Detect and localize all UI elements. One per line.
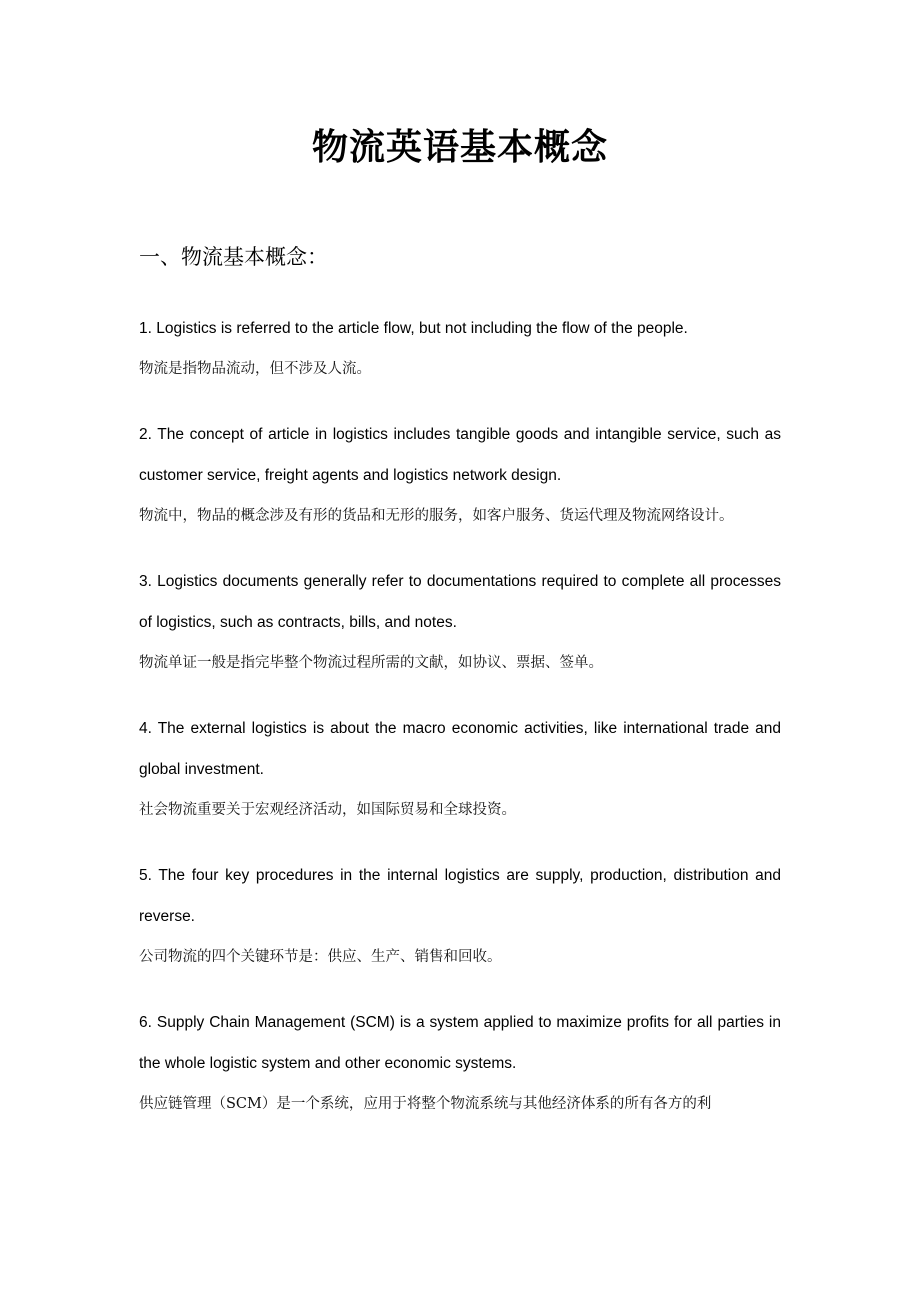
- page-title: 物流英语基本概念: [311, 127, 608, 168]
- list-item: [139, 414, 781, 537]
- list-item: [139, 855, 781, 978]
- chinese-translation: 社会物流重要关于宏观经济活动，如国际贸易和全球投资。: [139, 802, 516, 818]
- chinese-translation: 公司物流的四个关键环节是：供应、生产、销售和回收。: [139, 949, 502, 965]
- chinese-translation: 供应链管理（SCM）是一个系统，应用于将整个物流系统与其他经济体系的所有各方的利: [139, 1096, 712, 1112]
- english-text: 3. Logistics documents generally refer to documentations required to complete all processes of logistics, such as contracts, bills, and notes.: [139, 573, 781, 631]
- list-item: [139, 561, 781, 684]
- english-text: 5. The four key procedures in the internal logistics are supply, production, distribution and reverse.: [139, 867, 781, 925]
- concept-list: [139, 308, 781, 1149]
- english-text: 1. Logistics is referred to the article flow, but not including the flow of the people.: [139, 320, 688, 337]
- chinese-translation: 物流中，物品的概念涉及有形的货品和无形的服务，如客户服务、货运代理及物流网络设计。: [139, 508, 734, 524]
- list-item: [139, 308, 781, 390]
- list-item: [139, 1002, 781, 1125]
- english-text: 4. The external logistics is about the macro economic activities, like international trade and global investment.: [139, 720, 781, 778]
- chinese-translation: 物流单证一般是指完毕整个物流过程所需的文献，如协议、票据、签单。: [139, 655, 603, 671]
- english-text: 2. The concept of article in logistics includes tangible goods and intangible service, such as customer service, freight agents and logistics network design.: [139, 426, 781, 484]
- chinese-translation: 物流是指物品流动，但不涉及人流。: [139, 361, 371, 377]
- list-item: [139, 708, 781, 831]
- section-heading: 一、物流基本概念：: [139, 245, 328, 269]
- english-text: 6. Supply Chain Management (SCM) is a system applied to maximize profits for all parties in the whole logistic system and other economic systems.: [139, 1014, 781, 1072]
